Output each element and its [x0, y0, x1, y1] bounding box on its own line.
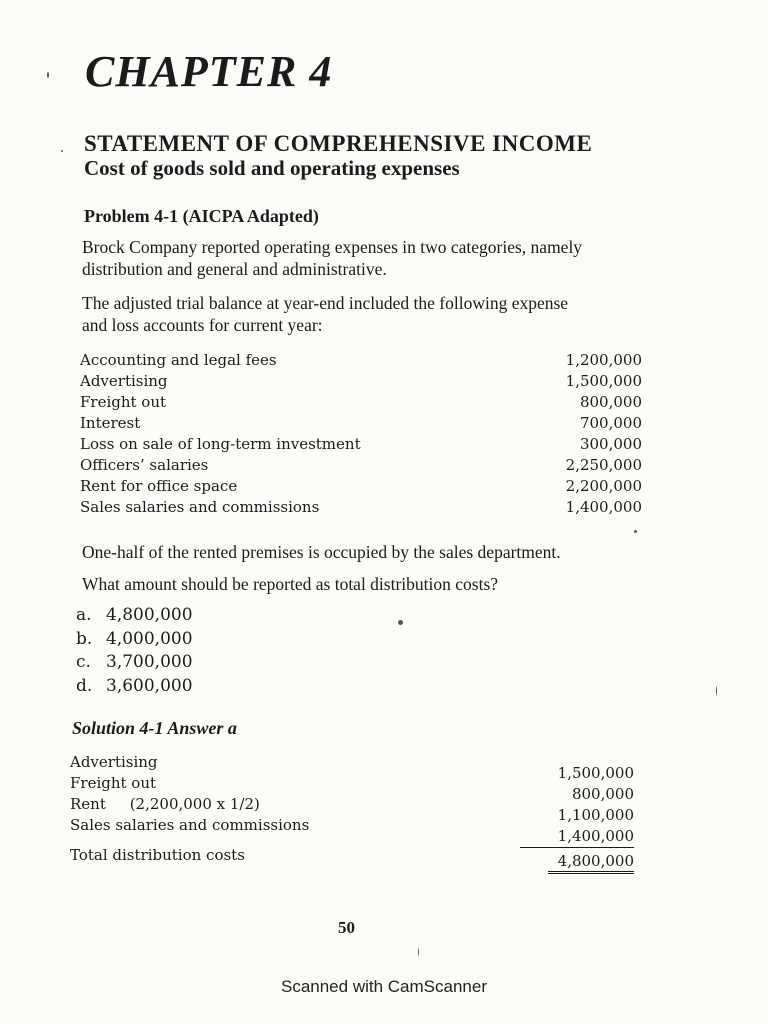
expense-amount: 1,200,000: [565, 351, 642, 369]
problem-paragraph-2: [82, 292, 568, 336]
scan-speck: [61, 150, 63, 152]
choice-a: a. 4,800,000: [76, 605, 193, 625]
expense-amount: 700,000: [579, 414, 642, 432]
solution-item-name: Advertising: [70, 753, 158, 771]
scan-speck: [634, 530, 637, 533]
expense-amount: 1,500,000: [565, 372, 642, 390]
expense-amount: 300,000: [579, 435, 642, 453]
solution-item-amount: 1,500,000: [557, 764, 634, 782]
text-line: The adjusted trial balance at year-end included the following expense: [82, 293, 569, 313]
solution-item-amount: 800,000: [571, 785, 634, 803]
problem-title: Problem 4-1 (AICPA Adapted): [84, 206, 319, 226]
choice-b: b. 4,000,000: [76, 628, 193, 649]
expense-name: Advertising: [80, 372, 168, 390]
expense-amount: 800,000: [579, 393, 642, 411]
expense-name: Sales salaries and commissions: [80, 498, 320, 516]
total-label: Total distribution costs: [70, 846, 245, 864]
section-title: STATEMENT OF COMPREHENSIVE INCOME: [84, 131, 593, 156]
total-amount: 4,800,000: [548, 852, 634, 874]
problem-paragraph-1: [82, 236, 582, 280]
scanner-watermark: Scanned with CamScanner: [280, 977, 487, 996]
solution-item-name: Sales salaries and commissions: [70, 816, 310, 834]
page-number: 50: [338, 918, 355, 937]
expense-name: Interest: [80, 414, 141, 432]
solution-title: Solution 4-1 Answer a: [72, 718, 237, 738]
solution-item-name: Freight out: [70, 774, 157, 792]
answer-choices: [76, 604, 193, 698]
expense-amount: 2,250,000: [565, 456, 642, 474]
problem-question: What amount should be reported as total distribution costs?: [82, 574, 499, 594]
solution-item-name: Rent (2,200,000 x 1/2): [70, 795, 260, 813]
text-line: Brock Company reported operating expenses in two categories, namely: [82, 237, 583, 257]
solution-names-column: [70, 752, 309, 836]
expense-names-column: [80, 350, 361, 518]
choice-d: d. 3,600,000: [76, 675, 193, 696]
solution-item-amount: 1,400,000: [520, 826, 634, 848]
expense-amount: 2,200,000: [565, 477, 642, 495]
expense-name: Loss on sale of long-term investment: [80, 435, 361, 453]
scan-speck: [398, 620, 403, 625]
expense-amounts-column: [520, 350, 642, 518]
expense-name: Freight out: [80, 393, 167, 411]
problem-note: One-half of the rented premises is occupied by the sales department.: [82, 542, 561, 562]
solution-item-amount: 1,100,000: [557, 806, 634, 824]
expense-name: Officers’ salaries: [80, 456, 209, 474]
choice-c: c. 3,700,000: [76, 652, 193, 672]
scan-speck: [418, 948, 419, 956]
scan-speck: [47, 72, 49, 78]
expense-name: Rent for office space: [80, 477, 238, 495]
chapter-title: CHAPTER 4: [85, 47, 333, 96]
scan-speck: [716, 686, 717, 696]
solution-amounts-column: [520, 763, 634, 848]
text-line: distribution and general and administrative.: [82, 259, 387, 279]
section-subtitle: Cost of goods sold and operating expenses: [84, 156, 460, 180]
expense-name: Accounting and legal fees: [80, 351, 277, 369]
expense-amount: 1,400,000: [565, 498, 642, 516]
text-line: and loss accounts for current year:: [82, 315, 323, 335]
